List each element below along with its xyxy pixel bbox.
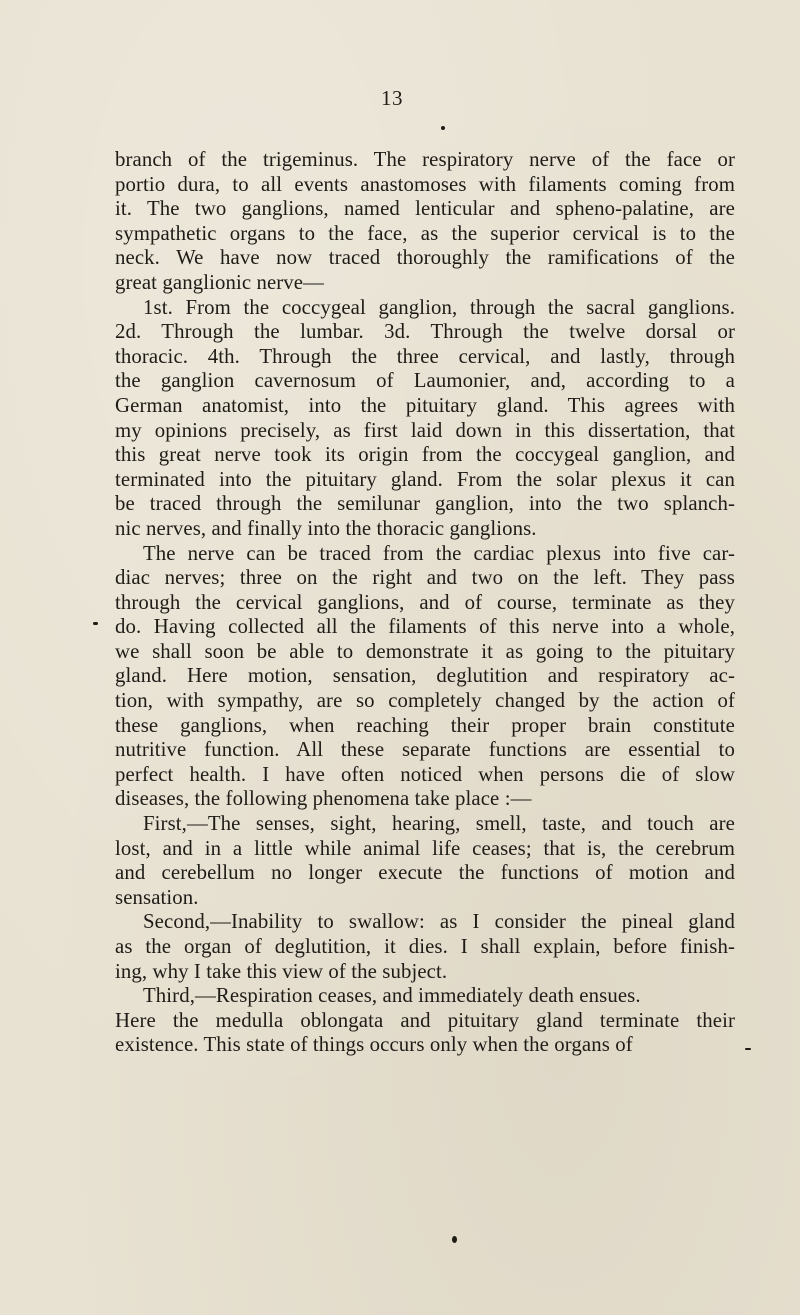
ink-mark xyxy=(441,126,445,130)
text-line: existence. This state of things occurs only when the organs of xyxy=(115,1033,633,1057)
text-line: gland. Here motion, sensation, deglutition and respiratory ac- xyxy=(115,664,735,688)
text-line: German anatomist, into the pituitary gland. This agrees with xyxy=(115,393,735,417)
text-line: be traced through the semilunar ganglion, into the two splanch- xyxy=(115,492,735,516)
text-line: terminated into the pituitary gland. From the solar plexus it can xyxy=(115,467,735,491)
text-line: and cerebellum no longer execute the functions of motion and xyxy=(115,861,735,885)
text-line: sensation. xyxy=(115,885,199,909)
ink-mark xyxy=(93,622,98,625)
text-line: perfect health. I have often noticed when persons die of slow xyxy=(115,762,735,786)
text-line: The nerve can be traced from the cardiac plexus into five car- xyxy=(143,541,735,565)
text-line: my opinions precisely, as first laid down in this dissertation, that xyxy=(115,418,735,442)
text-line: it. The two ganglions, named lenticular and spheno-palatine, are xyxy=(115,197,735,221)
text-line: the ganglion cavernosum of Laumonier, and, according to a xyxy=(115,369,735,393)
text-line: nic nerves, and finally into the thoracic ganglions. xyxy=(115,516,537,540)
text-line: Third,—Respiration ceases, and immediately death ensues. xyxy=(143,984,641,1008)
text-line: branch of the trigeminus. The respiratory nerve of the face or xyxy=(115,148,735,171)
text-line: nutritive function. All these separate functions are essential to xyxy=(115,738,735,762)
text-line: sympathetic organs to the face, as the superior cervical is to the xyxy=(115,221,735,245)
text-line: do. Having collected all the filaments of this nerve into a whole, xyxy=(115,615,735,639)
body-text xyxy=(115,148,735,1058)
text-line: lost, and in a little while animal life ceases; that is, the cerebrum xyxy=(115,836,735,860)
text-line: ing, why I take this view of the subject. xyxy=(115,959,448,983)
text-line: 2d. Through the lumbar. 3d. Through the twelve dorsal or xyxy=(115,320,735,344)
text-line: great ganglionic nerve— xyxy=(115,270,325,294)
text-line: this great nerve took its origin from the coccygeal ganglion, and xyxy=(115,443,735,467)
text-line: diac nerves; three on the right and two on the left. They pass xyxy=(115,566,735,590)
text-line: Second,—Inability to swallow: as I consider the pineal gland xyxy=(143,910,735,934)
text-line: diseases, the following phenomena take place :— xyxy=(115,787,532,811)
text-line: 1st. From the coccygeal ganglion, through the sacral ganglions. xyxy=(143,295,735,319)
text-line: First,—The senses, sight, hearing, smell, taste, and touch are xyxy=(143,812,735,836)
text-line: we shall soon be able to demonstrate it as going to the pituitary xyxy=(115,639,735,663)
text-line: these ganglions, when reaching their proper brain constitute xyxy=(115,713,735,737)
text-line: Here the medulla oblongata and pituitary gland terminate their xyxy=(115,1008,735,1032)
text-line: tion, with sympathy, are so completely changed by the action of xyxy=(115,689,735,713)
text-line: neck. We have now traced thoroughly the ramifications of the xyxy=(115,246,735,270)
text-line: as the organ of deglutition, it dies. I shall explain, before finish- xyxy=(115,935,735,958)
text-line: thoracic. 4th. Through the three cervical, and lastly, through xyxy=(115,344,735,368)
ink-mark xyxy=(452,1236,457,1243)
text-line: portio dura, to all events anastomoses with filaments coming from xyxy=(115,172,735,196)
text-line: through the cervical ganglions, and of course, terminate as they xyxy=(115,590,735,614)
page-number: 13 xyxy=(381,86,403,110)
ink-mark xyxy=(745,1048,751,1050)
